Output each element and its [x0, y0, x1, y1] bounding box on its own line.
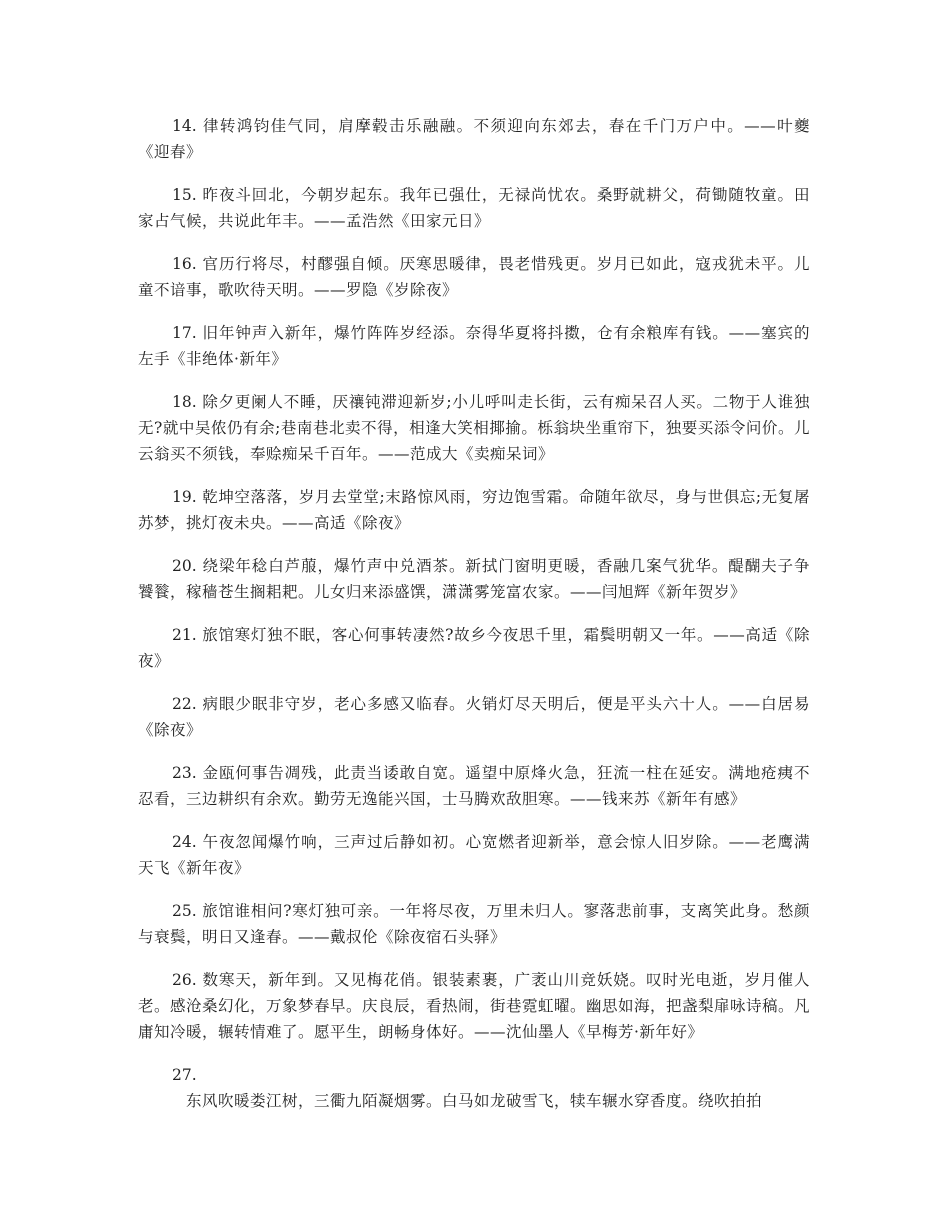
poem-20 — [138, 553, 810, 605]
poem-number: 23. — [172, 764, 197, 782]
poem-number: 15. — [172, 186, 197, 204]
poem-number: 24. — [172, 833, 197, 851]
poem-text: 官历行将尽，村醪强自倾。厌寒思暖律，畏老惜残更。岁月已如此，寇戎犹未平。儿童不谙事，歌吹待天明。——罗隐《岁除夜》 — [138, 255, 810, 299]
poem-number: 16. — [172, 255, 197, 273]
poem-17 — [138, 320, 810, 372]
poem-text: 绕梁年稔白芦菔，爆竹声中兑酒茶。新拭门窗明更暖，香融几案气犹华。醍醐夫子争饕餮，稼穑苍生搁耜耙。儿女归来添盛馔，潇潇雾笼富农家。——闫旭辉《新年贺岁》 — [138, 557, 810, 601]
poem-18 — [138, 389, 810, 467]
poem-26 — [138, 967, 810, 1045]
poem-number: 22. — [172, 695, 197, 713]
poem-text: 除夕更阑人不睡，厌禳钝滞迎新岁;小儿呼叫走长街，云有痴呆召人买。二物于人谁独无?就中吴侬仍有余;巷南巷北卖不得，相逢大笑相揶揄。栎翁块坐重帘下，独要买添令问价。儿云翁买不须钱，奉赊痴呆千百年。——范成大《卖痴呆词》 — [138, 393, 810, 463]
poem-text: 病眼少眠非守岁，老心多感又临春。火销灯尽天明后，便是平头六十人。——白居易《除夜》 — [138, 695, 810, 739]
poem-text: 昨夜斗回北，今朝岁起东。我年已强仕，无禄尚忧农。桑野就耕父，荷锄随牧童。田家占气候，共说此年丰。——孟浩然《田家元日》 — [138, 186, 810, 230]
poem-number: 21. — [172, 626, 197, 644]
poem-text: 旅馆谁相问?寒灯独可亲。一年将尽夜，万里未归人。寥落悲前事，支离笑此身。愁颜与衰鬓，明日又逢春。——戴叔伦《除夜宿石头驿》 — [138, 902, 810, 946]
poem-text: 旧年钟声入新年，爆竹阵阵岁经添。奈得华夏将抖擞，仓有余粮库有钱。——塞宾的左手《非绝体·新年》 — [138, 324, 810, 368]
poem-text: 律转鸿钧佳气同，肩摩毂击乐融融。不须迎向东郊去，春在千门万户中。——叶夔《迎春》 — [138, 117, 810, 161]
poem-27-number: 27. — [172, 1066, 197, 1084]
poem-24 — [138, 829, 810, 881]
poem-21 — [138, 622, 810, 674]
poem-25 — [138, 898, 810, 950]
poem-number: 17. — [172, 324, 197, 342]
poem-number: 18. — [172, 393, 197, 411]
poem-text: 旅馆寒灯独不眠，客心何事转凄然?故乡今夜思千里，霜鬓明朝又一年。——高适《除夜》 — [138, 626, 810, 670]
poem-23 — [138, 760, 810, 812]
poem-14 — [138, 113, 810, 165]
poem-list — [138, 113, 810, 1114]
poem-text: 数寒天，新年到。又见梅花俏。银装素裹，广袤山川竞妖娆。叹时光电逝，岁月催人老。感沧桑幻化，万象梦春早。庆良辰，看热闹，街巷霓虹曜。幽思如海，把盏梨扉咏诗稿。凡庸知冷暖，辗转情难了。愿平生，朗畅身体好。——沈仙墨人《早梅芳·新年好》 — [138, 971, 811, 1041]
poem-number: 14. — [172, 117, 197, 135]
poem-number: 20. — [172, 557, 197, 575]
poem-16 — [138, 251, 810, 303]
poem-number: 19. — [172, 488, 197, 506]
poem-number: 25. — [172, 902, 197, 920]
poem-19 — [138, 484, 810, 536]
poem-text: 午夜忽闻爆竹响，三声过后静如初。心宽燃者迎新举，意会惊人旧岁除。——老鹰满天飞《新年夜》 — [138, 833, 810, 877]
poem-27-text: 东风吹暖娄江树，三衢九陌凝烟雾。白马如龙破雪飞，犊车辗水穿香度。绕吹拍拍 — [186, 1092, 763, 1110]
poem-text: 乾坤空落落，岁月去堂堂;末路惊风雨，穷边饱雪霜。命随年欲尽，身与世俱忘;无复屠苏梦，挑灯夜未央。——高适《除夜》 — [138, 488, 810, 532]
poem-text: 金瓯何事告凋残，此责当诿敢自宽。遥望中原烽火急，狂流一柱在延安。满地疮痍不忍看，三边耕织有余欢。勤劳无逸能兴国，士马腾欢敌胆寒。——钱来苏《新年有感》 — [138, 764, 810, 808]
poem-number: 26. — [172, 971, 197, 989]
poem-22 — [138, 691, 810, 743]
poem-15 — [138, 182, 810, 234]
